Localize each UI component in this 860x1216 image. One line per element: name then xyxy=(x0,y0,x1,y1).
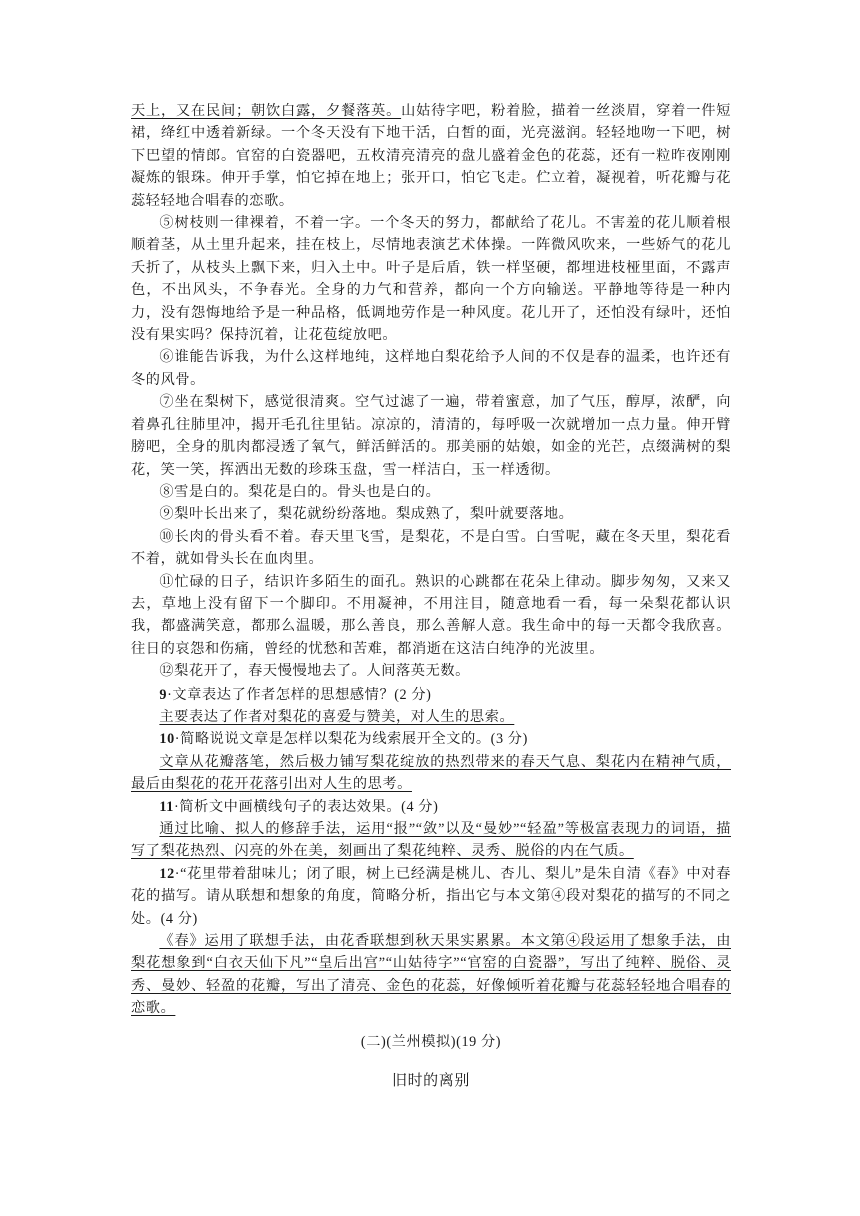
passage-paragraph-10: ⑩长肉的骨头看不着。春天里飞雪，是梨花，不是白雪。白雪呢，藏在冬天里，梨花看不着，就如骨头长在血肉里。 xyxy=(131,528,731,568)
question-number: 11 xyxy=(159,798,174,815)
passage-paragraph-4-continued xyxy=(131,100,731,212)
question-text: ·文章表达了作者怎样的思想感情？(2 分) xyxy=(167,686,432,703)
section-heading: (二)(兰州模拟)(19 分) xyxy=(360,1033,502,1050)
question-12 xyxy=(131,863,731,930)
document-page xyxy=(131,100,731,1091)
paragraph-text: 山姑待字吧，粉着脸，描着一丝淡眉，穿着一件短裙，绛红中透着新绿。一个冬天没有下地干活，白皙的面，光亮滋润。轻轻地吻一下吧，树下巴望的情郎。官窑的白瓷器吧，五枚清亮清亮的盘儿盛着金色的花蕊，还有一粒昨夜刚刚凝炼的银珠。伸开手掌，怕它掉在地上；张开口，怕它飞走。伫立着，凝视着，听花瓣与花蕊轻轻地合唱春的恋歌。 xyxy=(131,103,731,209)
underlined-sentence: 天上，又在民间；朝饮白露，夕餐落英。 xyxy=(131,103,402,119)
answer-text: 主要表达了作者对梨花的喜爱与赞美，对人生的思索。 xyxy=(159,708,515,725)
answer-9 xyxy=(131,706,731,728)
answer-text: 《春》运用了联想手法，由花香联想到秋天果实累累。本文第④段运用了想象手法，由梨花想象到“白衣天仙下凡”“皇后出宫”“山姑待字”“官窑的白瓷器”，写出了纯粹、脱俗、灵秀、曼妙、轻盈的花瓣，写出了清亮、金色的花蕊，好像倾听着花瓣与花蕊轻轻地合唱春的恋歌。 xyxy=(131,933,731,1017)
question-number: 12 xyxy=(159,865,175,882)
question-text: ·简略说说文章是怎样以梨花为线索展开全文的。(3 分) xyxy=(174,731,528,748)
question-number: 10 xyxy=(159,731,175,748)
passage-paragraph-9: ⑨梨叶长出来了，梨花就纷纷落地。梨成熟了，梨叶就要落地。 xyxy=(159,506,574,523)
question-number: 9 xyxy=(159,686,168,703)
question-text: ·“花里带着甜味儿；闭了眼，树上已经满是桃儿、杏儿、梨儿”是朱自清《春》中对春花的描写。请从联想和想象的角度，简略分析，指出它与本文第④段对梨花的描写的不同之处。(4 分) xyxy=(131,865,731,927)
question-text: ·简析文中画横线句子的表达效果。(4 分) xyxy=(174,798,439,815)
passage-paragraph-7: ⑦坐在梨树下，感觉很清爽。空气过滤了一遍，带着蜜意，加了气压，醇厚，浓酽，向着鼻孔往肺里冲，揭开毛孔往里钻。凉凉的，清清的，每呼吸一次就增加一点力量。伸开臂膀吧，全身的肌肉都浸透了氧气，鲜活鲜活的。那美丽的姑娘，如金的光芒，点缀满树的梨花，笑一笑，挥洒出无数的珍珠玉盘，雪一样洁白，玉一样透彻。 xyxy=(131,394,731,478)
passage-paragraph-12: ⑫梨花开了，春天慢慢地去了。人间落英无数。 xyxy=(159,663,470,680)
answer-11 xyxy=(131,818,731,863)
answer-12 xyxy=(131,930,731,1020)
passage-paragraph-6: ⑥谁能告诉我，为什么这样地纯，这样地白梨花给予人间的不仅是春的温柔，也许还有冬的风骨。 xyxy=(131,349,731,388)
question-9 xyxy=(131,684,731,706)
passage-paragraph-8: ⑧雪是白的。梨花是白的。骨头也是白的。 xyxy=(159,483,441,500)
answer-10 xyxy=(131,751,731,796)
answer-text: 通过比喻、拟人的修辞手法，运用“报”“敛”以及“曼妙”“轻盈”等极富表现力的词语，描写了梨花热烈、闪亮的外在美，刻画出了梨花纯粹、灵秀、脱俗的内在气质。 xyxy=(131,821,731,860)
passage-paragraph-11: ⑪忙碌的日子，结识许多陌生的面孔。熟识的心跳都在花朵上律动。脚步匆匆，又来又去，草地上没有留下一个脚印。不用凝神，不用注目，随意地看一看，每一朵梨花都认识我，都盛满笑意，都那么温暖，那么善良，那么善解人意。我生命中的每一天都令我欣喜。往日的哀怨和伤痛，曾经的忧愁和苦难，都消逝在这洁白纯净的光波里。 xyxy=(131,573,731,657)
question-10 xyxy=(131,728,731,750)
passage-paragraph-5: ⑤树枝则一律裸着，不着一字。一个冬天的努力，都献给了花儿。不害羞的花儿顺着根顺着茎，从土里升起来，挂在枝上，尽情地表演艺术体操。一阵微风吹来，一些娇气的花儿夭折了，从枝头上飘下来，归入土中。叶子是后盾，铁一样坚硬，都埋进枝桠里面，不露声色，不出风头，不争春光。全身的力气和营养，都向一个方向输送。平静地等待是一种内力，没有怨悔地给予是一种品格，低调地劳作是一种风度。花儿开了，还怕没有绿叶，还怕没有果实吗？保持沉着，让花苞绽放吧。 xyxy=(131,215,731,344)
article-title: 旧时的离别 xyxy=(391,1071,470,1090)
question-11 xyxy=(131,796,731,818)
answer-text: 文章从花瓣落笔，然后极力铺写梨花绽放的热烈带来的春天气息、梨花内在精神气质，最后由梨花的花开花落引出对人生的思考。 xyxy=(131,753,731,793)
